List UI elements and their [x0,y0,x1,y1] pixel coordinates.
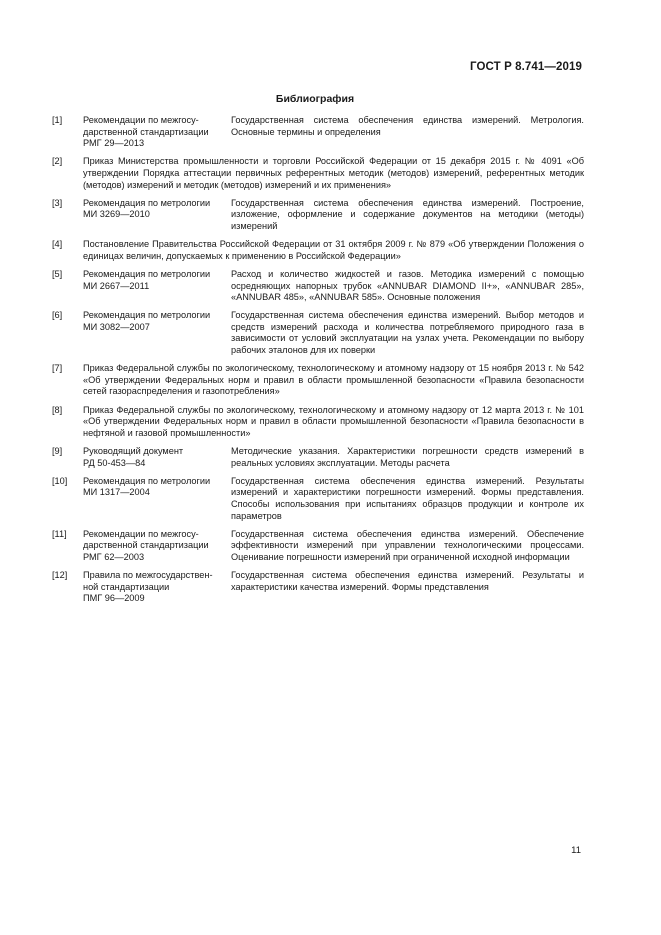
reference-item [52,115,584,150]
reference-item [52,476,584,522]
reference-source-line: дарственной стандартизации [83,540,209,551]
reference-source-line: РМГ 62—2003 [83,551,145,562]
reference-item [52,529,584,564]
reference-source-line: Рекомендация по метрологии [83,197,211,208]
reference-number: [2] [52,156,63,167]
reference-source-line: Руководящий документ [83,446,184,456]
reference-source [83,529,226,564]
reference-source [83,269,226,304]
reference-number: [12] [52,570,68,581]
reference-text: Приказ Федеральной службы по экологическому, технологическому и атомному надзору от 15 ноября 2013 г. № 542 «Об утверждении Федеральных норм и правил в области промышленной безопасности «Правила безопасности сетей газораспределения и газопотребления» [83,363,584,397]
reference-item [52,310,584,356]
reference-number: [6] [52,310,63,321]
reference-source-line: МИ 1317—2004 [83,487,150,498]
reference-source-line: Рекомендация по метрологии [83,268,211,279]
reference-number: [10] [52,475,68,486]
reference-source-line: ной стандартизации [83,581,170,592]
reference-source-line: дарственной стандартизации [83,126,209,137]
reference-number: [7] [52,363,63,374]
reference-item [52,363,584,398]
reference-item [52,269,584,304]
reference-number: [3] [52,197,63,208]
reference-item [52,570,584,605]
reference-text: Приказ Федеральной службы по экологическому, технологическому и атомному надзору от 12 марта 2013 г. № 101 «Об утверждении Федеральных норм и правил в области промышленной безопасности «Правила безопасности в нефтяной и газовой промышленности» [83,404,584,438]
reference-source [83,198,226,233]
reference-item [52,446,584,469]
reference-source-line: Рекомендация по метрологии [83,310,211,321]
reference-source-line: МИ 2667—2011 [83,280,150,291]
reference-description: Государственная система обеспечения единства измерений. Результаты и характеристики качества измерений. Формы представления [231,570,584,592]
reference-number: [9] [52,446,63,456]
reference-description: Расход и количество жидкостей и газов. Методика измерений с помощью осредняющих напорных трубок «ANNUBAR DIAMOND II+», «ANNUBAR 285», «ANNUBAR 485», «ANNUBAR 585». Основные положения [231,268,584,303]
reference-source [83,115,226,150]
bibliography-title: Библиография [275,93,355,105]
reference-number: [8] [52,404,63,415]
reference-source [83,446,226,469]
reference-description: Государственная система обеспечения единства измерений. Выбор методов и средств измерений расхода и количества потребляемого природного газа в зависимости от условий эксплуатации на узлах учета. Рекомендации по выбору рабочих эталонов для их поверки [231,310,584,356]
reference-description: Методические указания. Характеристики погрешности средств измерений в реальных условиях эксплуатации. Методы расчета [231,446,584,468]
page-number: 11 [571,845,581,856]
reference-source-line: МИ 3269—2010 [83,209,150,220]
reference-description: Государственная система обеспечения единства измерений. Результаты измерений и характеристики погрешности измерений. Формы представления. Способы использования при испытаниях образцов продукции и контроле их параметров [231,475,584,521]
reference-number: [4] [52,239,63,250]
reference-source [83,476,226,522]
reference-source-line: МИ 3082—2007 [83,321,150,332]
reference-text: Приказ Министерства промышленности и торговли Российской Федерации от 15 декабря 2015 г. № 4091 «Об утверждении Порядка аттестации первичных референтных методик (методов) измерений, референтных методик (методов) измерений и методик (методов) измерений и их применения» [83,156,584,190]
reference-number: [5] [52,268,63,279]
reference-source-line: РД 50-453—84 [83,457,146,468]
document-standard-header: ГОСТ Р 8.741—2019 [470,61,582,73]
reference-source-line: Правила по межгосударствен- [83,570,213,581]
reference-source [83,310,226,356]
reference-text: Постановление Правительства Российской Федерации от 31 октября 2009 г. № 879 «Об утверждении Положения о единицах величин, допускаемых к применению в Российской Федерации» [83,239,584,261]
bibliography-list [52,115,584,612]
reference-number: [1] [52,115,63,125]
reference-source-line: Рекомендации по межгосу- [83,528,199,539]
reference-item [52,198,584,233]
reference-source-line: Рекомендация по метрологии [83,475,211,486]
reference-source-line: ПМГ 96—2009 [83,593,145,604]
reference-description: Государственная система обеспечения единства измерений. Метрология. Основные термины и определения [231,115,584,137]
reference-description: Государственная система обеспечения единства измерений. Обеспечение эффективности измерений при управлении технологическими процессами. Оценивание погрешности измерений при ограниченной исходной информации [231,528,584,562]
reference-item [52,405,584,440]
reference-item [52,156,584,191]
reference-description: Государственная система обеспечения единства измерений. Построение, изложение, оформление и содержание документов на методики (методы) измерений [231,197,584,231]
reference-number: [11] [52,528,67,539]
reference-source-line: Рекомендации по межгосу- [83,115,199,125]
reference-source-line: РМГ 29—2013 [83,138,145,149]
reference-item [52,239,584,262]
reference-source [83,570,226,605]
